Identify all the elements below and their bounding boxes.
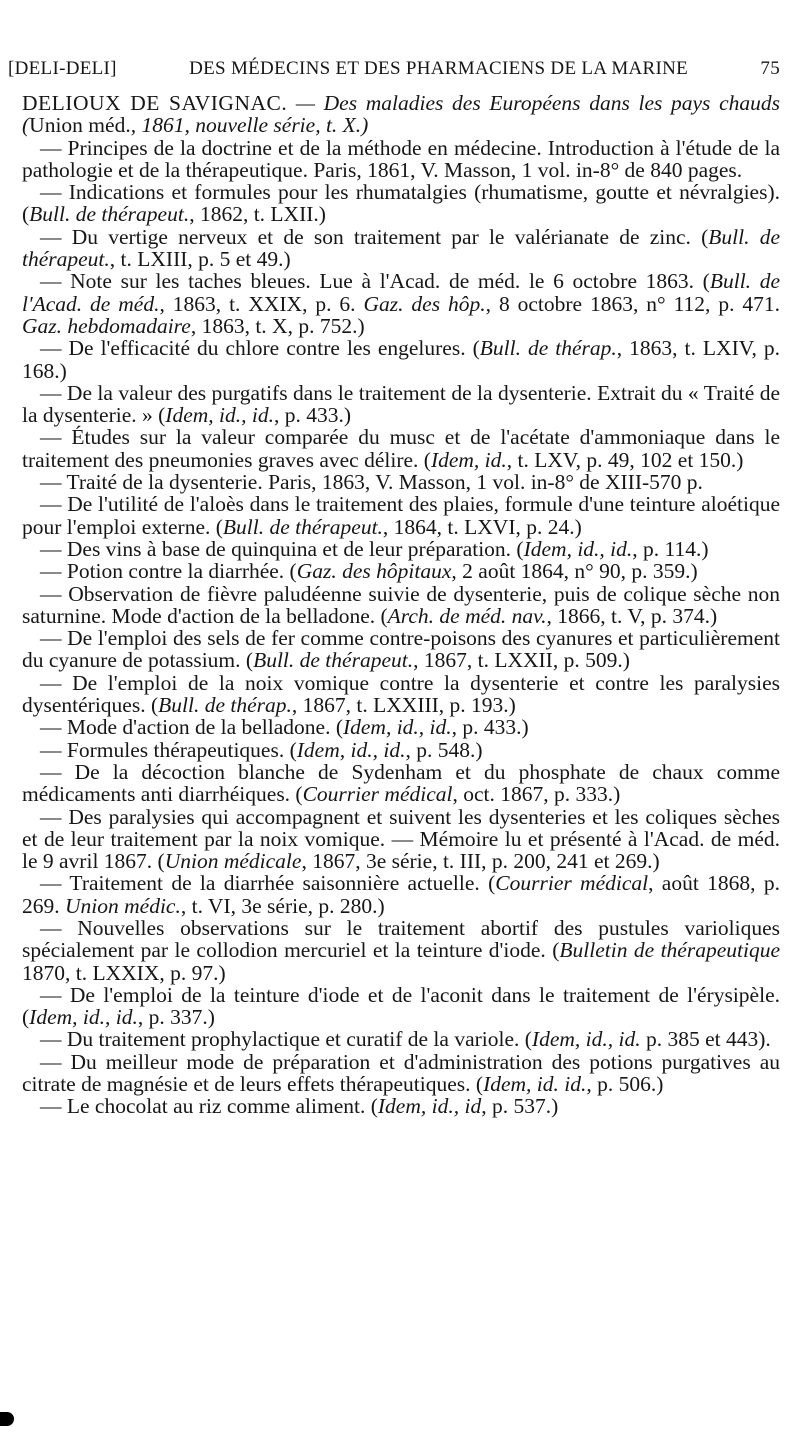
entry-text: , 1864, t. LXVI, p. 24.) [382,514,582,539]
bibliography-entry [22,1095,780,1117]
entry-text: , p. 506.) [586,1072,664,1097]
entry-text: — De l'utilité de l'aloès dans le traitement des plaies, formule d'une teinture aloétique pour l'emploi externe. ( [22,492,780,539]
journal-title: Gaz. des hôp. [363,291,486,316]
journal-title: Idem, id., id. [342,715,452,740]
entry-text: , 1863, t. LXIV, p. 168.) [22,336,780,383]
bibliography-entries [22,92,780,1118]
entry-text: — De l'efficacité du chlore contre les engelures. ( [40,336,480,361]
entry-text: — Observation de fièvre paludéenne suivie de dysenterie, puis de colique sèche non saturnine. Mode d'action de la belladone. ( [22,581,780,628]
entry-text: , p. 537.) [481,1094,559,1119]
entry-text: — Traité de la dysenterie. Paris, 1863, V. Masson, 1 vol. in-8° de XIII-570 p. [40,470,703,495]
entry-text: , p. 433.) [273,403,352,428]
entry-text: — Le chocolat au riz comme aliment. ( [40,1094,378,1119]
journal-title: — Des maladies des Européens dans les pays chauds ( [22,91,780,138]
bibliography-entry [22,984,780,1029]
journal-title: , 1861, nouvelle série, t. X.) [130,113,369,138]
journal-title: Courrier médical [302,782,453,807]
entry-text: — Des paralysies qui accompagnent et suivent les dysenteries et les coliques sèches et de leur traitement par la noix vomique. — Mémoire lu et présenté à l'Acad. de méd. le 9 avril 1867. ( [22,804,780,874]
entry-text: — De l'emploi de la noix vomique contre la dysenterie et contre les paralysies dysentériques. ( [22,670,780,718]
entry-text: , p. 337.) [137,1005,215,1030]
entry-text: , t. LXV, p. 49, 102 et 150.) [506,447,744,472]
author-name: DELIOUX DE SAVIGNAC. [22,91,288,115]
journal-title: Bull. de thérapeut. [29,202,190,227]
entry-text: — De la valeur des purgatifs dans le traitement de la dysenterie. Extrait du « Traité de la dysenterie. » ( [22,380,780,428]
journal-title: Bull. de thérapeut. [222,514,383,539]
bibliography-entry [22,917,780,984]
journal-title: Idem, id., id. [531,1027,641,1052]
bibliography-entry [22,872,780,917]
entry-text: — Du vertige nerveux et de son traitement par le valérianate de zinc. ( [40,224,709,249]
bibliography-entry [22,226,780,271]
entry-text: Union méd. [29,113,131,138]
journal-title: Union médic. [65,893,181,918]
entry-text: , 1863, t. XXIX, p. 6. [159,291,364,316]
bibliography-entry [22,270,780,337]
entry-text: — Études sur la valeur comparée du musc et de l'acétate d'ammoniaque dans le traitement des pneumonies graves avec délire. ( [22,425,780,472]
entry-text: , 2 août 1864, n° 90, p. 359.) [451,559,698,584]
bibliography-entry [22,583,780,628]
journal-title: Idem, id., id. [29,1005,138,1030]
bibliography-entry [22,538,780,560]
entry-text: , 1862, t. LXII.) [189,202,326,227]
entry-text: — Potion contre la diarrhée. ( [40,559,297,584]
bibliography-entry [22,761,780,806]
journal-title: Gaz. hebdomadaire [22,313,191,338]
header-title: DES MÉDECINS ET DES PHARMACIENS DE LA MARINE [189,58,689,79]
journal-title: Arch. de méd. nav. [387,603,547,628]
running-header [8,58,780,80]
bibliography-entry [22,137,780,182]
entry-text: , 1867, 3e série, t. III, p. 200, 241 et 269.) [301,849,660,874]
journal-title: Idem, id. [430,447,507,472]
entry-text: , oct. 1867, p. 333.) [452,782,621,807]
bibliography-entry [22,1028,780,1050]
bibliography-entry [22,739,780,761]
journal-title: Bull. de l'Acad. de méd. [22,269,780,316]
entry-text: , 8 octobre 1863, n° 112, p. 471. [485,291,781,316]
header-left: [DELI-DELI] [8,58,117,79]
bibliography-entry [22,560,780,582]
bibliography-entry [22,181,780,226]
entry-text: , p. 433.) [451,715,529,740]
entry-text: , 1867, t. LXXIII, p. 193.) [291,693,516,718]
bibliography-entry [22,627,780,672]
entry-text: , août 1868, p. 269. [22,871,780,918]
journal-title: Idem, id., id. [165,403,274,428]
journal-title: Union médicale [164,849,302,874]
journal-title: Bulletin de thérapeutique [559,938,780,963]
bibliography-entry [22,672,780,717]
bibliography-entry [22,471,780,493]
entry-text: , 1866, t. V, p. 374.) [546,603,718,628]
bibliography-entry [22,716,780,738]
entry-text: — De l'emploi des sels de fer comme contre-poisons des cyanures et particulièrement du cyanure de potassium. ( [22,626,780,673]
bibliography-entry [22,806,780,873]
entry-text: — Note sur les taches bleues. Lue à l'Acad. de méd. le 6 octobre 1863. ( [40,269,710,294]
journal-title: Idem, id., id. [523,536,633,561]
journal-title: Gaz. des hôpitaux [296,559,452,584]
scan-edge-mark [0,1412,14,1426]
journal-title: Bull. de thérapeut. [253,648,414,673]
entry-text: — Indications et formules pour les rhumatalgies (rhumatisme, goutte et névralgies). ( [22,180,780,227]
entry-text: — Du meilleur mode de préparation et d'administration des potions purgatives au citrate de magnésie et de leurs effets thérapeutiques. ( [22,1049,780,1097]
entry-text: — De l'emploi de la teinture d'iode et de l'aconit dans le traitement de l'érysipèle. ( [22,982,780,1030]
bibliography-entry [22,493,780,538]
entry-text: — De la décoction blanche de Sydenham et du phosphate de chaux comme médicaments anti diarrhéiques. ( [22,759,780,807]
page-number: 75 [760,58,780,79]
entry-text: — Mode d'action de la belladone. ( [40,715,343,740]
entry-text: 1870, t. LXXIX, p. 97.) [22,960,226,985]
bibliography-entry [22,92,780,137]
bibliography-entry [22,382,780,427]
entry-text: — Principes de la doctrine et de la méthode en médecine. Introduction à l'étude de la pathologie et de la thérapeutique. Paris, 1861, V. Masson, 1 vol. in-8° de 840 pages. [22,135,780,182]
entry-text: , 1867, t. LXXII, p. 509.) [413,648,630,673]
entry-text: p. 385 et 443). [640,1027,771,1052]
journal-title: Bull. de thérap. [479,336,617,361]
entry-text: — Des vins à base de quinquina et de leur préparation. ( [40,536,524,561]
entry-text: , p. 114.) [632,536,709,561]
bibliography-entry [22,1051,780,1096]
journal-title: Courrier médical [495,871,649,896]
entry-text: — Formules thérapeutiques. ( [40,737,297,762]
entry-text: , p. 548.) [405,737,483,762]
entry-text: — Du traitement prophylactique et curatif de la variole. ( [40,1027,532,1052]
bibliography-entry [22,337,780,382]
journal-title: Bull. de thérap. [158,693,292,718]
journal-title: Idem, id., id. [296,737,406,762]
journal-title: Idem, id., id [377,1094,482,1119]
journal-title: Bull. de thérapeut. [22,224,780,272]
entry-text: , 1863, t. X, p. 752.) [190,313,365,338]
bibliography-entry [22,426,780,471]
journal-title: Idem, id. id. [483,1072,587,1097]
entry-text: , t. LXIII, p. 5 et 49.) [109,247,291,272]
entry-text: — Traitement de la diarrhée saisonnière actuelle. ( [40,871,496,896]
entry-text: , t. VI, 3e série, p. 280.) [180,893,385,918]
entry-text: — Nouvelles observations sur le traitement abortif des pustules varioliques spécialement par le collodion mercuriel et la teinture d'iode. ( [22,915,780,963]
